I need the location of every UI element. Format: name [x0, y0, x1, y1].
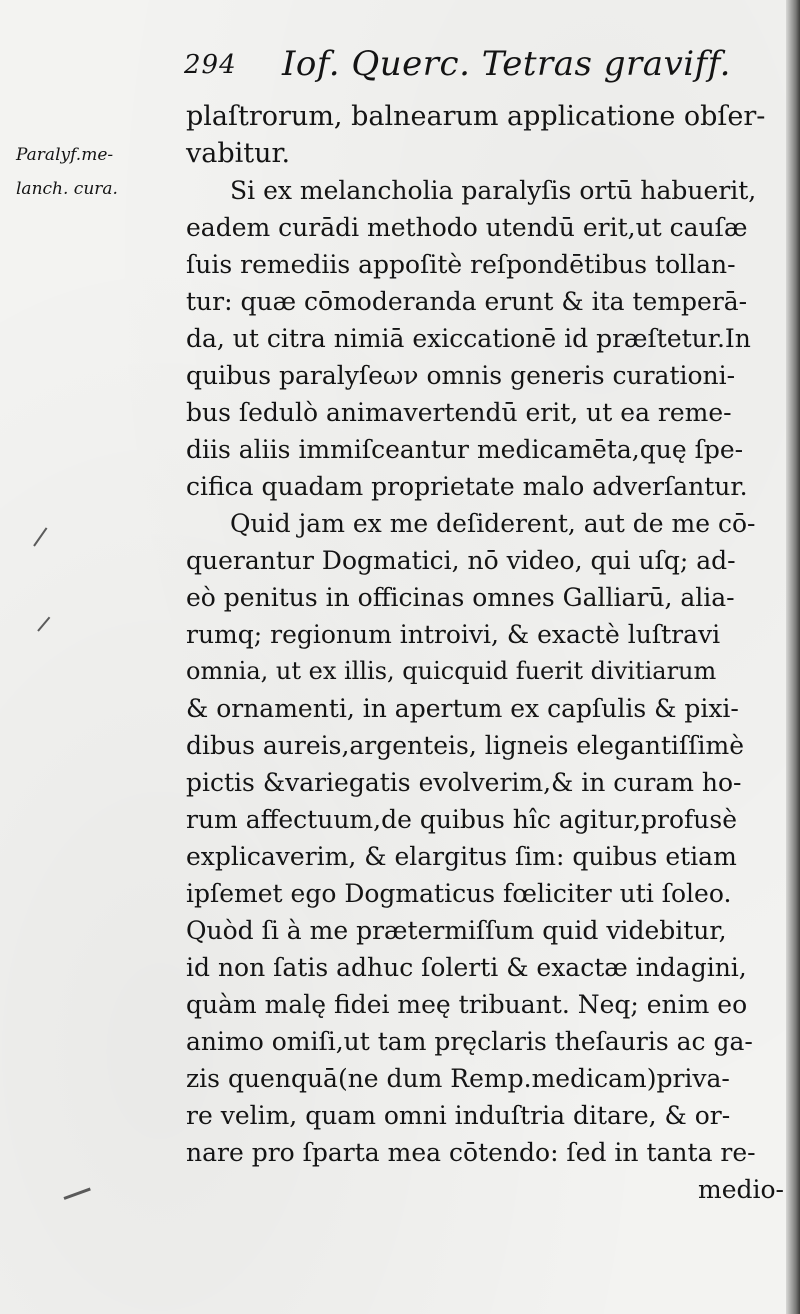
scan-mark: [37, 617, 50, 632]
catchword: medio-: [698, 1175, 784, 1204]
body-text: [186, 98, 790, 1208]
text-line: rum affectuum,de quibus hîc agitur,profusè: [186, 805, 738, 834]
text-line: bus ſedulò animavertendū erit, ut ea reme-: [186, 398, 732, 427]
text-line: zis quenquā(ne dum Remp.medicam)priva-: [186, 1064, 730, 1093]
text-line: Si ex melancholia paralyſis ortū habuerit,: [230, 176, 757, 205]
text-line: eadem curādi methodo utendū erit,ut cauſæ: [186, 213, 748, 242]
text-line: explicaverim, & elargitus ſim: quibus etiam: [186, 842, 737, 871]
scan-mark: [63, 1188, 90, 1200]
text-line: ſuis remediis appoſitè reſpondētibus tollan-: [186, 250, 736, 279]
text-line: vabitur.: [186, 138, 291, 169]
marginal-note-line: lanch. cura.: [16, 179, 118, 199]
text-line: & ornamenti, in apertum ex capſulis & pixi-: [186, 694, 739, 723]
text-line: da, ut citra nimiā exiccationē id præſtetur.In: [186, 324, 751, 353]
text-line: animo omiſi,ut tam pręclaris theſauris ac ga-: [186, 1027, 753, 1056]
text-line: quibus paralyſeων omnis generis curationi-: [186, 361, 736, 390]
text-line: plaſtrorum, balnearum applicatione obſer-: [186, 101, 766, 132]
text-line: eò penitus in officinas omnes Galliarū, alia-: [186, 583, 735, 612]
marginal-note-line: Paralyf.me-: [16, 145, 114, 165]
text-line: rumq; regionum introivi, & exactè luſtravi: [186, 620, 721, 649]
text-line: quàm malę fidei meę tribuant. Neq; enim eo: [186, 990, 748, 1019]
text-line: cifica quadam proprietate malo adverſantur.: [186, 472, 748, 501]
page-header: [0, 44, 800, 94]
text-line: nare pro ſparta mea cōtendo: ſed in tanta re-: [186, 1138, 756, 1167]
running-title: Iof. Querc. Tetras graviff.: [282, 44, 731, 84]
text-line: Quid jam ex me deſiderent, aut de me cō-: [230, 509, 756, 538]
text-line: tur: quæ cōmoderanda erunt & ita temperā-: [186, 287, 748, 316]
text-line: re velim, quam omni induſtria ditare, & or-: [186, 1101, 731, 1130]
text-line: dibus aureis,argenteis, ligneis elegantiſſimè: [186, 731, 745, 760]
text-line: diis aliis immiſceantur medicamēta,quę ſpe-: [186, 435, 744, 464]
text-line: id non ſatis adhuc ſolerti & exactæ indagini,: [186, 953, 747, 982]
text-line: ipſemet ego Dogmaticus fœliciter uti ſoleo.: [186, 879, 732, 908]
text-line: omnia, ut ex illis, quicquid fuerit divitiarum: [186, 657, 717, 685]
text-line: querantur Dogmatici, nō video, qui uſq; ad-: [186, 546, 736, 575]
text-line: Quòd ſi à me prætermiſſum quid videbitur,: [186, 916, 727, 945]
marginal-note: [16, 138, 186, 206]
page-number: 294: [184, 50, 237, 80]
text-line: pictis &variegatis evolverim,& in curam ho-: [186, 768, 742, 797]
scan-mark: [33, 527, 47, 546]
